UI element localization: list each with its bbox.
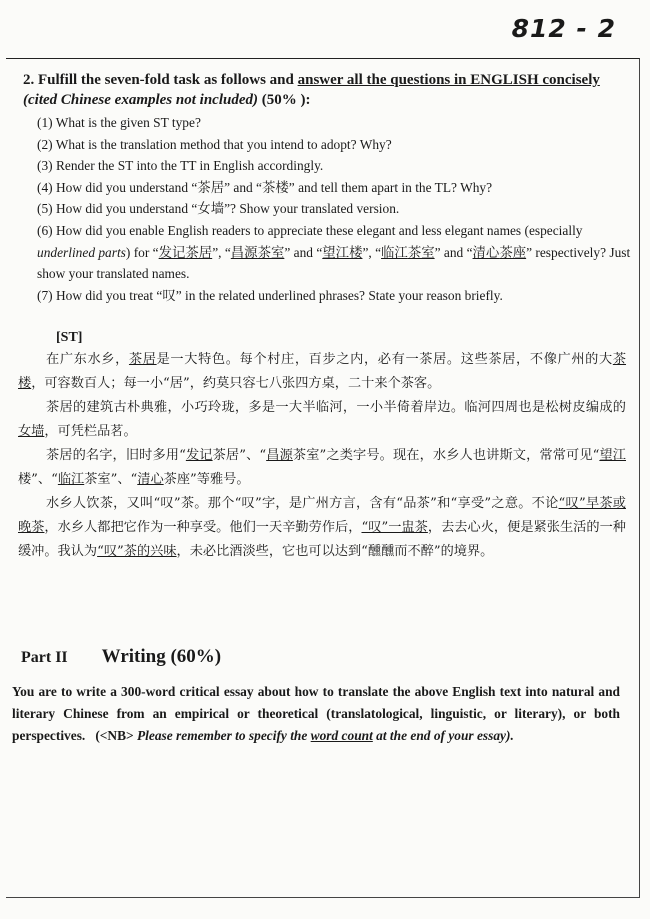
section-title: Writing (60%) (101, 646, 222, 667)
st-paragraph: 茶居的名字，旧时多用“发记茶居”、“昌源茶室”之类字号。现在，水乡人也讲斯文，常常可见“望江楼”、“临江茶室”、“清心茶座”等雅号。 (18, 448, 626, 487)
question-score: (50% ): (261, 92, 311, 108)
st-label: [ST] (56, 330, 83, 345)
question-intro: Fulfill the seven-fold task as follows and (38, 72, 294, 88)
list-item: (2) What is the translation method that you intend to adopt? Why? (37, 136, 392, 152)
list-item: (5) How did you understand “女墙”? Show your translated version. (37, 201, 400, 217)
list-item: (3) Render the ST into the TT in English accordingly. (37, 158, 324, 174)
list-item: (4) How did you understand “茶居” and “茶楼” and tell them apart in the TL? Why? (37, 179, 493, 195)
writing-instructions: You are to write a 300-word critical essay about how to translate the above English text into natural and literary Chinese from an empirical or theoretical (translatological, linguistic, or literary), or both perspectives. (<NB> Please remember to specify the word count at the end of your essay). (12, 684, 620, 743)
question-note: (cited Chinese examples not included) (23, 92, 258, 108)
question-list (37, 112, 632, 306)
st-paragraph: 茶居的建筑古朴典雅，小巧玲珑，多是一大半临河，一小半倚着岸边。临河四周也是松树皮编成的女墙，可凭栏品茗。 (18, 400, 626, 439)
question-intro-underlined: answer all the questions in ENGLISH concisely (297, 72, 600, 88)
st-paragraph: 水乡人饮茶，又叫“叹”茶。那个“叹”字，是广州方言，含有“品茶”和“享受”之意。不论“叹”早茶或晚茶，水乡人都把它作为一种享受。他们一天辛勤劳作后，“叹”一盅茶，去去心火，便是紧张生活的一种缓冲。我认为“叹”茶的兴味，未必比酒淡些，它也可以达到“醺醺而不醉”的境界。 (18, 496, 626, 559)
source-text (18, 348, 626, 564)
part-label: Part II (21, 649, 68, 666)
question-number: 2. (23, 72, 35, 88)
st-paragraph: 在广东水乡，茶居是一大特色。每个村庄，百步之内，必有一茶居。这些茶居，不像广州的大茶楼，可容数百人；每一小“居”，约莫只容七八张四方桌，二十来个茶客。 (18, 352, 627, 391)
question-heading (23, 70, 633, 110)
list-item: (6) How did you enable English readers to appreciate these elegant and less elegant names (especially underlined parts) for “发记茶居”, “昌源茶室” and “望江楼”, “临江茶室” and “清心茶座” respectively? Just show your translated names. (37, 222, 631, 282)
page-code: 812 - 2 (511, 14, 616, 43)
part-title (21, 646, 221, 668)
list-item: (1) What is the given ST type? (37, 115, 201, 130)
list-item: (7) How did you treat “叹” in the related underlined phrases? State your reason briefly. (37, 287, 503, 303)
